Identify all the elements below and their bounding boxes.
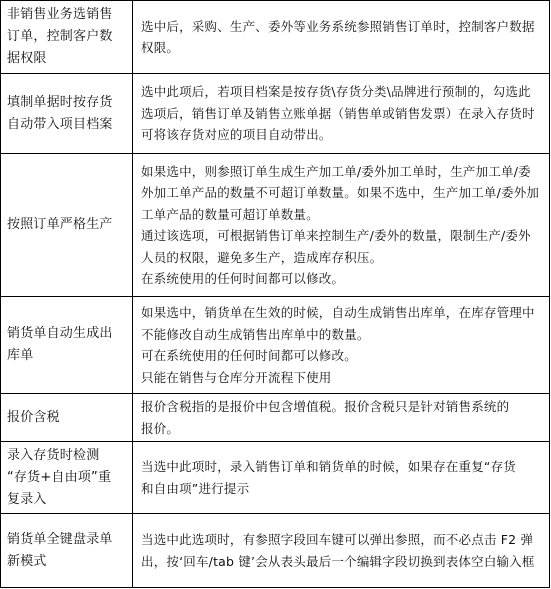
description-line: 出，按‘回车/tab 键’会从表头最后一个编辑字段切换到表体空白输入框 [141,553,535,569]
description-line: 可将该存货对应的项目自动带出。 [141,127,332,143]
option-description-cell [133,297,550,394]
description-line: 权限。 [141,40,180,55]
option-label-cell [1,154,133,297]
option-label-line: “存货+自由项”重 [7,469,112,485]
description-line: 只能在销售与仓库分开流程下使用 [141,369,332,385]
option-label-cell [1,74,133,154]
table-row [1,297,550,394]
option-label-line: 填制单据时按存货 [7,94,113,110]
table-row [1,394,550,442]
option-label-line: 非销售业务选销售 [7,7,113,22]
table-row [1,74,550,154]
table-row [1,514,550,588]
option-label-cell [1,297,133,394]
description-line: 选项后，销售订单及销售立账单据（销售单或销售发票）在录入存货时 [141,105,535,121]
description-line: 外加工单产品的数量不可超订单数量。如果不选中，生产加工单/委外加 [141,185,540,200]
option-label-line: 自动带入项目档案 [7,116,113,132]
option-label-cell [1,442,133,514]
option-description-cell [133,1,550,74]
description-line: 当选中此项时，录入销售订单和销货单的时候，如果存在重复“存货 [141,459,516,474]
option-label-cell [1,514,133,588]
option-description-cell [133,394,550,442]
description-line: 如果选中，销货单在生效的时候，自动生成销售出库单，在库存管理中 [141,305,535,320]
description-line: 选中此项后，若项目档案是按存货\存货分类\品牌进行预制的，勾选此 [141,84,531,100]
description-line: 不能修改自动生成销售出库单中的数量。 [141,326,370,342]
option-label-line: 销货单全键盘录单 [7,531,113,547]
option-label-line: 按照订单严格生产 [7,217,113,232]
option-description-cell [133,74,550,154]
description-line: 如果选中，则参照订单生成生产加工单/委外加工单时，生产加工单/委 [141,163,531,179]
option-label-line: 报价含税 [7,409,60,425]
description-line: 当选中此选项时，有参照字段回车键可以弹出参照，而不必点击 F2 弹 [141,532,534,547]
option-label-cell [1,394,133,442]
description-line: 报价含税指的是报价中包含增值税。报价含税只是针对销售系统的 [141,399,510,414]
description-line: 选中后，采购、生产、委外等业务系统参照销售订单时，控制客户数据 [141,18,535,34]
option-label-line: 订单，控制客户数 [7,29,113,44]
description-line: 通过该选项，可根据销售订单来控制生产/委外的数量，限制生产/委外 [141,228,531,243]
table-row [1,154,550,297]
table-row [1,1,550,74]
description-line: 可在系统使用的任何时间都可以修改。 [141,348,357,363]
option-description-cell [133,154,550,297]
table-row [1,442,550,514]
description-line: 工单产品的数量可超订单数量。 [141,206,319,222]
option-label-line: 销货单自动生成出 [7,326,113,341]
description-line: 人员的权限，避免多生产，造成库存积压。 [141,249,383,265]
description-line: 和自由项”进行提示 [141,480,250,496]
description-line: 在系统使用的任何时间都可以修改。 [141,271,345,286]
option-description-cell [133,514,550,588]
option-label-line: 据权限 [7,51,47,66]
option-label-line: 库单 [7,348,34,363]
option-label-line: 录入存货时检测 [7,447,100,463]
option-label-line: 复录入 [7,491,47,507]
description-line: 报价。 [141,420,180,436]
option-description-cell [133,442,550,514]
option-label-line: 新模式 [7,553,47,569]
option-label-cell [1,1,133,74]
